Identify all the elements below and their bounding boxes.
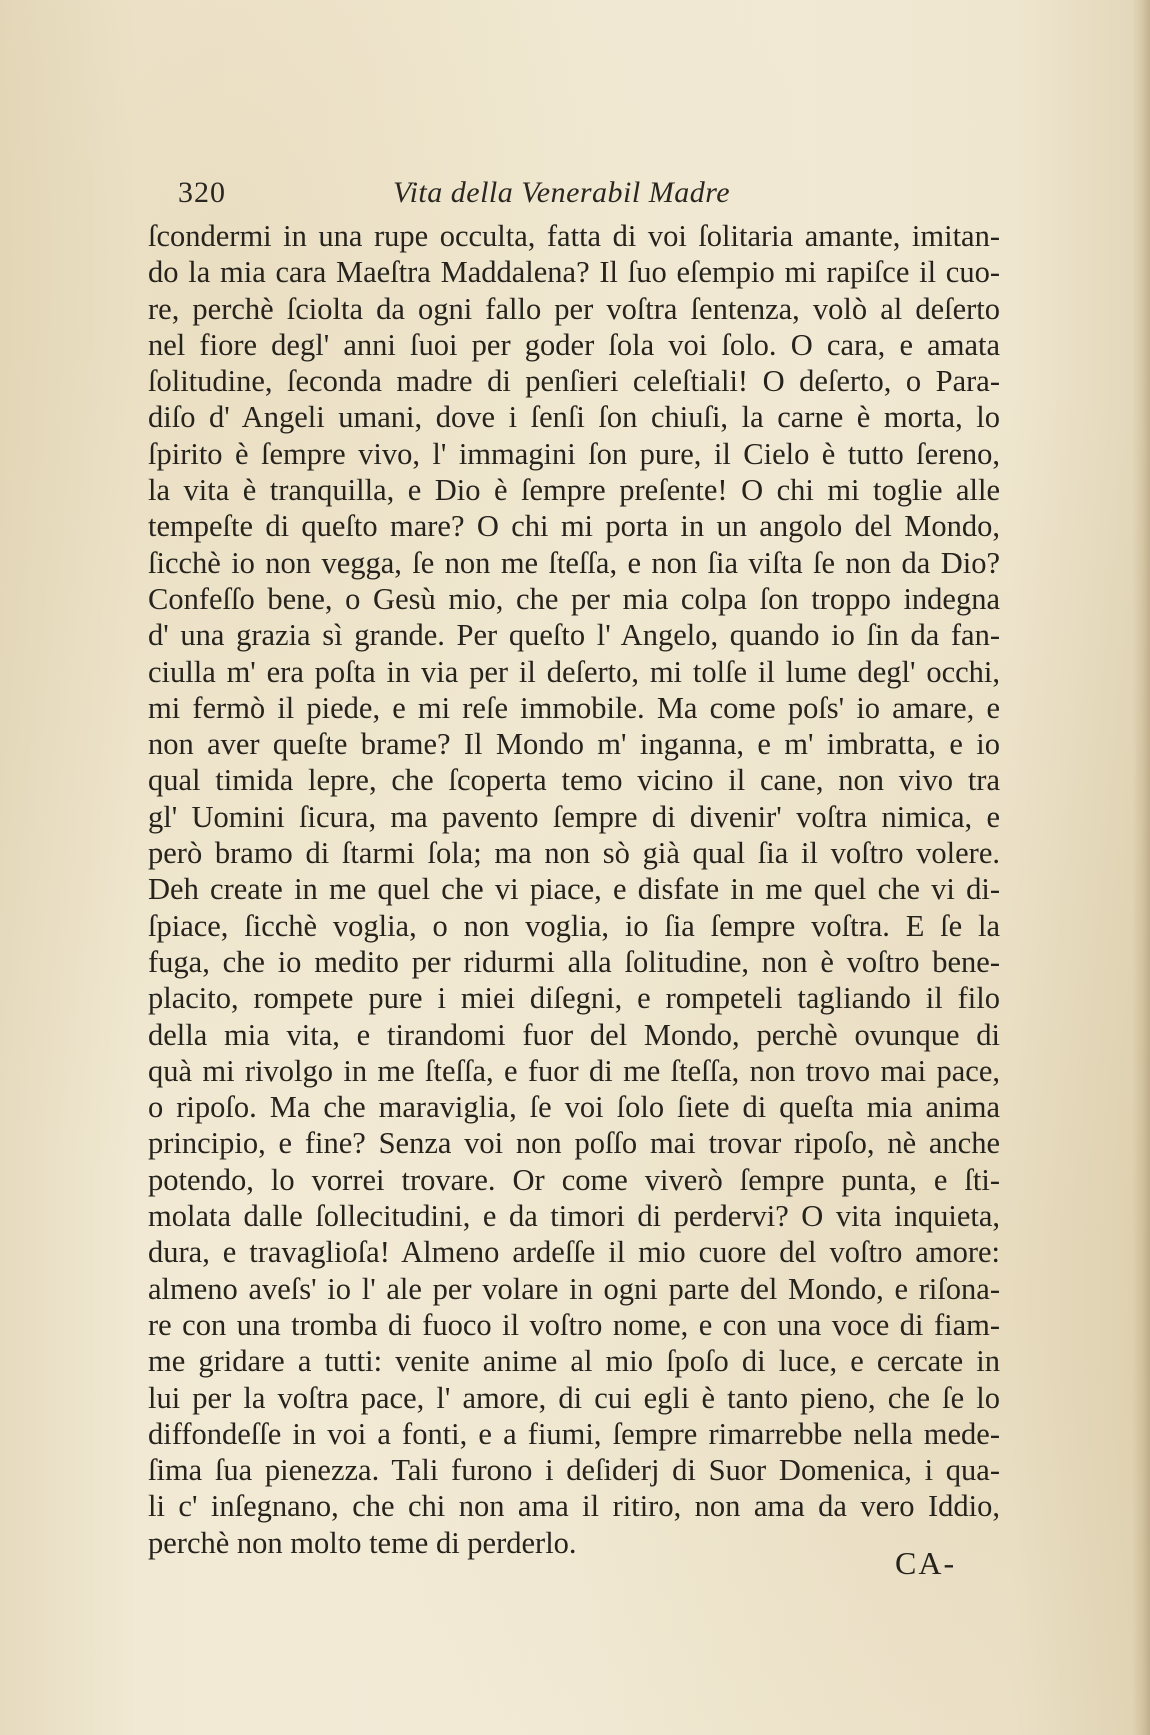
text-line: gl' Uomini ſicura, ma pavento ſempre di divenir' voſtra nimica, e [148, 799, 1000, 834]
text-line: mi fermò il piede, e mi reſe immobile. Ma come poſs' io amare, e [148, 690, 1000, 725]
text-line: do la mia cara Maeſtra Maddalena? Il ſuo eſempio mi rapiſce il cuo- [148, 255, 1000, 290]
text-line: d' una grazia sì grande. Per queſto l' Angelo, quando io ſin da fan- [148, 618, 1000, 653]
page-number: 320 [178, 176, 226, 209]
text-line: ſicchè io non vegga, ſe non me ſteſſa, e non ſia viſta ſe non da Dio? [148, 545, 1000, 580]
page-edge-shadow [1132, 0, 1150, 1735]
text-line: della mia vita, e tirandomi fuor del Mondo, perchè ovunque di [148, 1017, 1000, 1052]
text-line: lui per la voſtra pace, l' amore, di cui egli è tanto pieno, che ſe lo [148, 1380, 1000, 1415]
text-line: qual timida lepre, che ſcoperta temo vicino il cane, non vivo tra [148, 763, 1000, 798]
text-line: la vita è tranquilla, e Dio è ſempre preſente! O chi mi toglie alle [148, 473, 1000, 508]
text-line: ſolitudine, ſeconda madre di penſieri celeſtiali! O deſerto, o Para- [148, 364, 1000, 399]
text-line: nel fiore degl' anni ſuoi per goder ſola voi ſolo. O cara, e amata [148, 327, 1000, 362]
page-header [178, 176, 998, 216]
text-line: potendo, lo vorrei trovare. Or come viverò ſempre punta, e ſti- [148, 1162, 1000, 1197]
text-line-last: perchè non molto teme di perderlo. [148, 1525, 577, 1560]
text-line: re con una tromba di fuoco il voſtro nome, e con una voce di fiam- [148, 1307, 1000, 1342]
text-line: diffondeſſe in voi a fonti, e a fiumi, ſempre rimarrebbe nella mede- [148, 1416, 1000, 1451]
text-line: dura, e travaglioſa! Almeno ardeſſe il mio cuore del voſtro amore: [148, 1235, 1000, 1270]
text-line: re, perchè ſciolta da ogni fallo per voſtra ſentenza, volò al deſerto [148, 291, 1000, 326]
text-line: però bramo di ſtarmi ſola; ma non sò già qual ſia il voſtro volere. [148, 836, 1000, 871]
text-line: o ripoſo. Ma che maraviglia, ſe voi ſolo ſiete di queſta mia anima [148, 1090, 1000, 1125]
text-line: ſima ſua pienezza. Tali furono i deſiderj di Suor Domenica, i qua- [148, 1453, 1000, 1488]
text-line: molata dalle ſollecitudini, e da timori di perdervi? O vita inquieta, [148, 1199, 1000, 1234]
text-line: diſo d' Angeli umani, dove i ſenſi ſon chiuſi, la carne è morta, lo [148, 400, 1000, 435]
text-line: li c' inſegnano, che chi non ama il ritiro, non ama da vero Iddio, [148, 1489, 1000, 1524]
text-line: ſpirito è ſempre vivo, l' immagini ſon pure, il Cielo è tutto ſereno, [148, 436, 1000, 471]
running-title: Vita della Venerabil Madre [393, 176, 731, 209]
text-line: Confeſſo bene, o Gesù mio, che per mia colpa ſon troppo indegna [148, 581, 1000, 616]
text-line: me gridare a tutti: venite anime al mio ſpoſo di luce, e cercate in [148, 1344, 1000, 1379]
text-line: tempeſte di queſto mare? O chi mi porta in un angolo del Mondo, [148, 509, 1000, 544]
text-line: quà mi rivolgo in me ſteſſa, e fuor di me ſteſſa, non trovo mai pace, [148, 1053, 1000, 1088]
text-line: fuga, che io medito per ridurmi alla ſolitudine, non è voſtro bene- [148, 944, 1000, 979]
text-line: placito, rompete pure i miei diſegni, e rompeteli tagliando il filo [148, 981, 1000, 1016]
text-line: ſcondermi in una rupe occulta, fatta di voi ſolitaria amante, imitan- [148, 219, 1000, 253]
text-line: non aver queſte brame? Il Mondo m' inganna, e m' imbratta, e io [148, 727, 1000, 762]
body-text [148, 218, 1000, 1561]
text-line: ciulla m' era poſta in via per il deſerto, mi tolſe il lume degl' occhi, [148, 654, 1000, 689]
text-line: almeno aveſs' io l' ale per volare in ogni parte del Mondo, e riſona- [148, 1271, 1000, 1306]
text-line: Deh create in me quel che vi piace, e disfate in me quel che vi di- [148, 872, 1000, 907]
text-line: ſpiace, ſicchè voglia, o non voglia, io ſia ſempre voſtra. E ſe la [148, 908, 1000, 943]
catchword: CA- [895, 1545, 957, 1581]
text-line: principio, e fine? Senza voi non poſſo mai trovar ripoſo, nè anche [148, 1126, 1000, 1161]
